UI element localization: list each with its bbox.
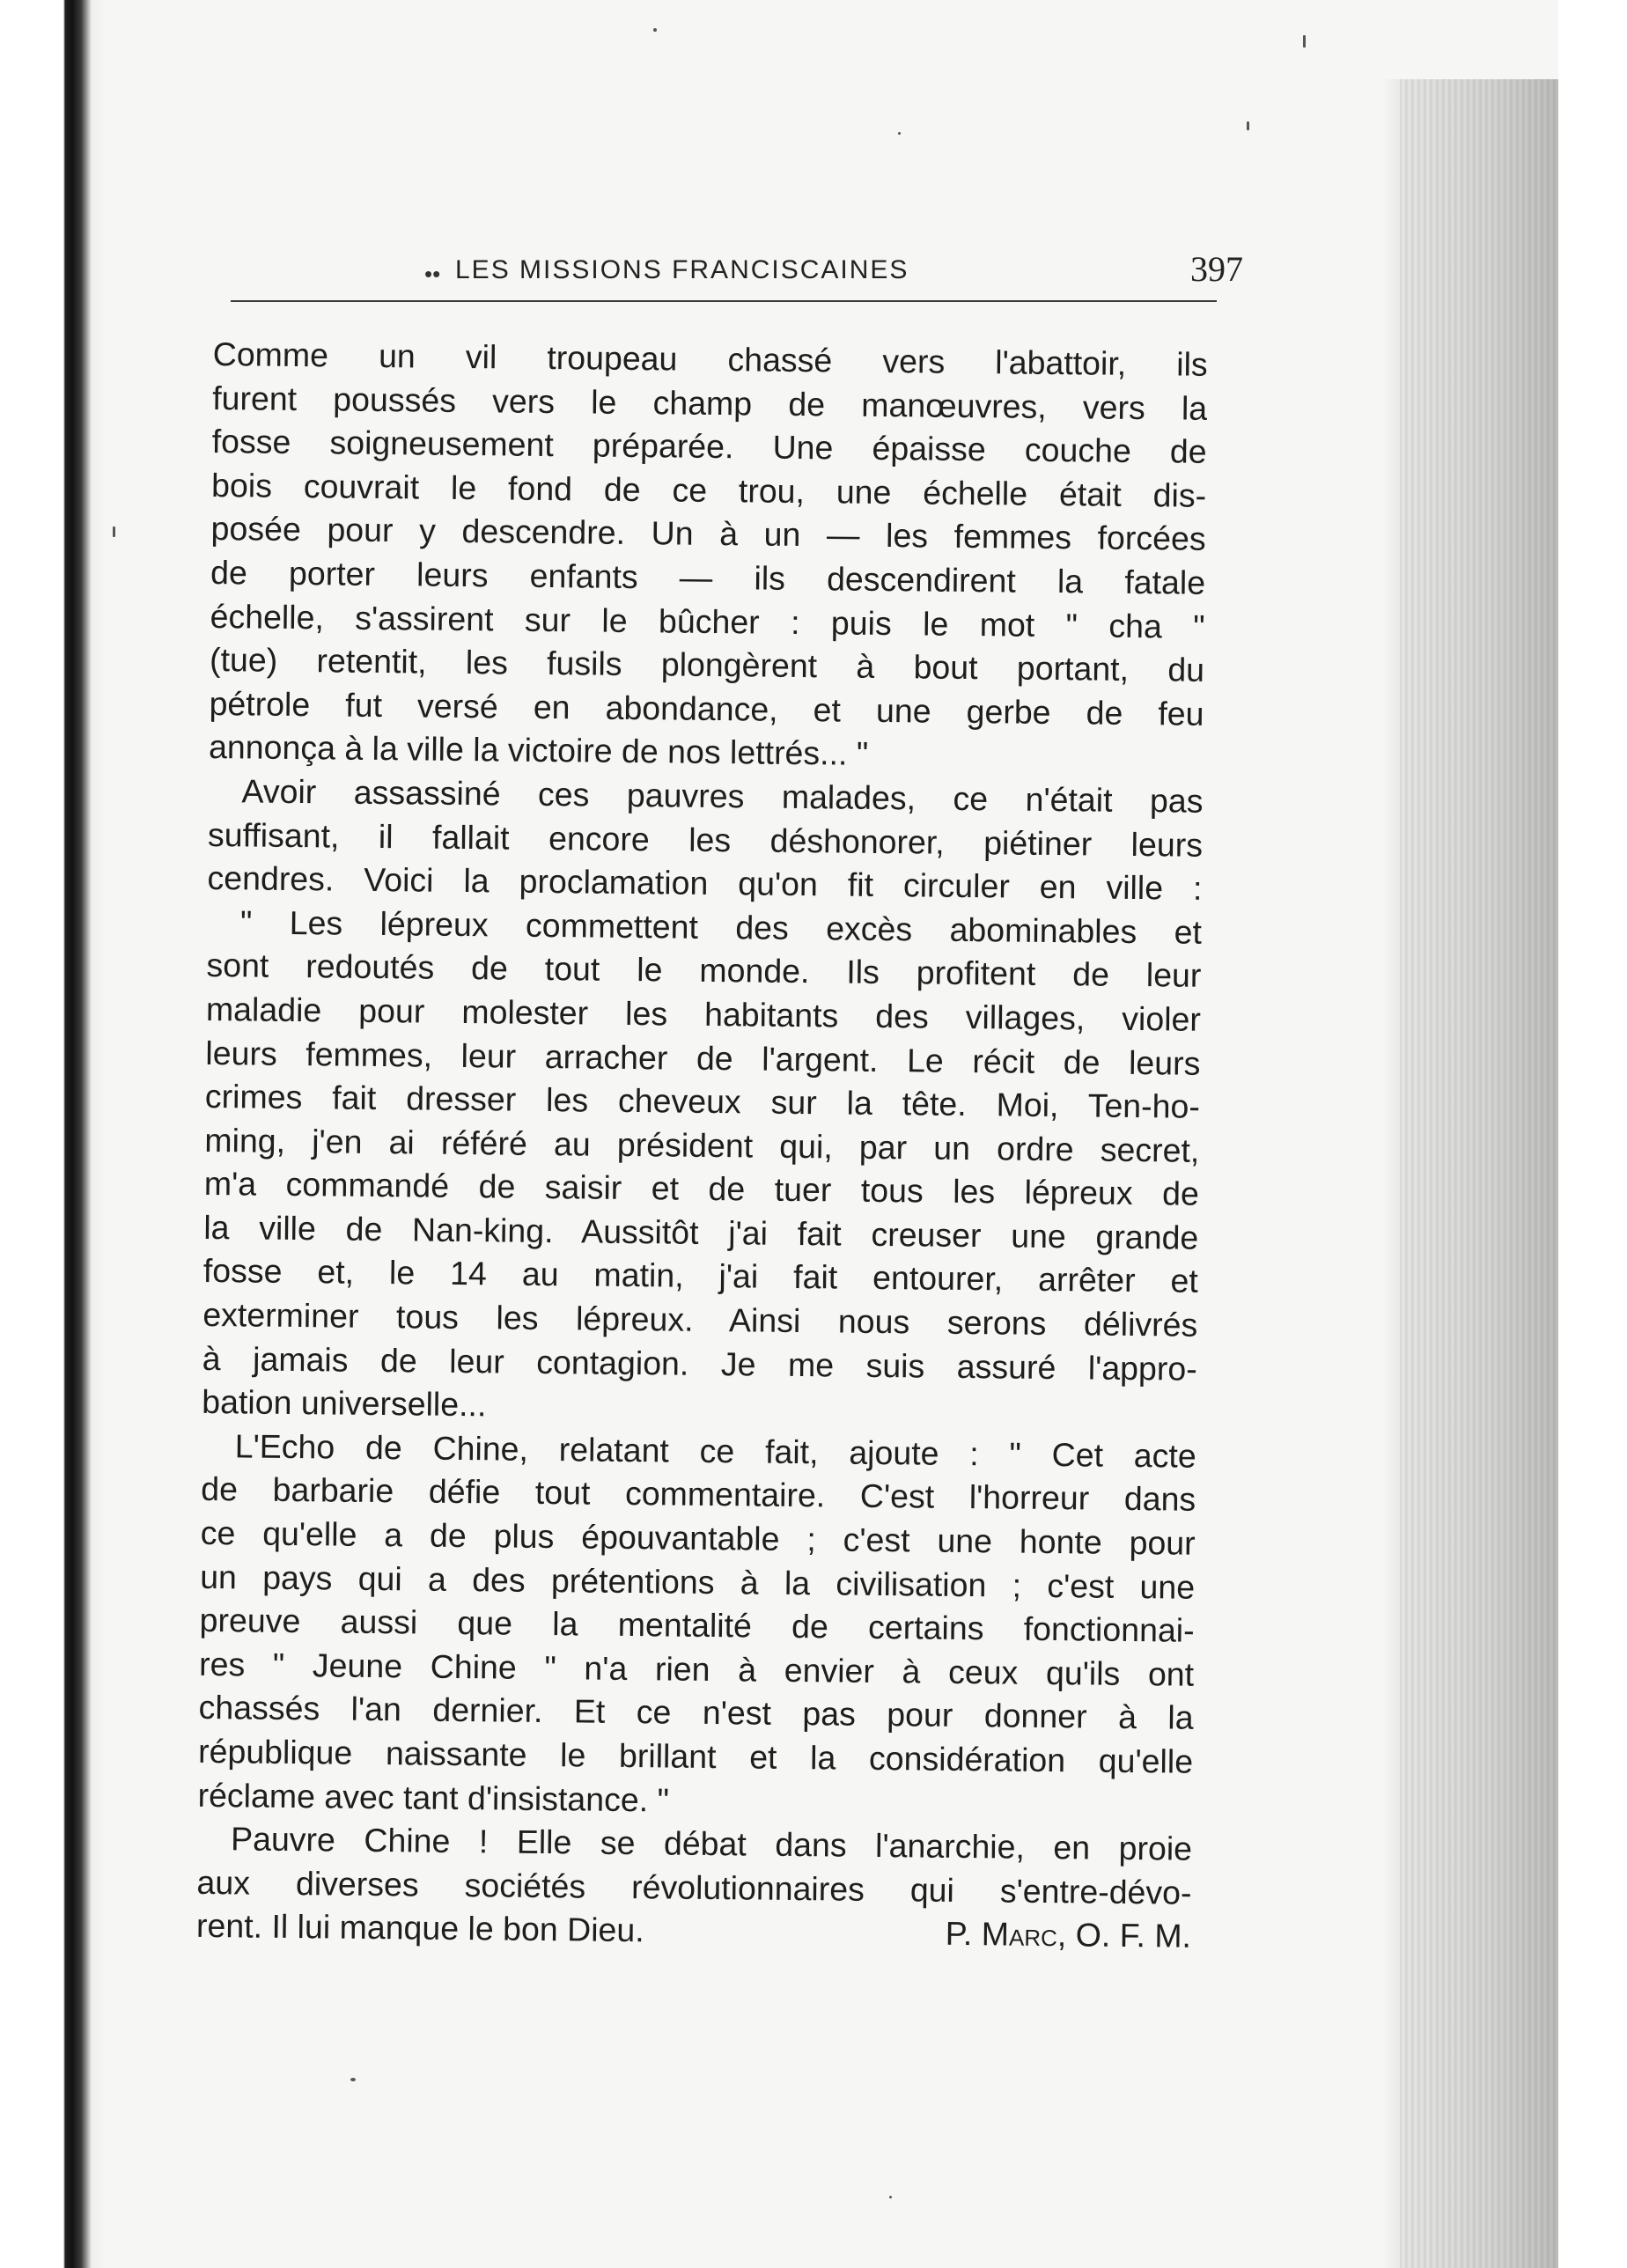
header-rule — [231, 300, 1217, 302]
text-line: de barbarie défie tout commentaire. C'est l'horreur dans — [201, 1470, 1196, 1519]
text-line: pétrole fut versé en abondance, et une gerbe de feu — [209, 684, 1204, 733]
text-line: ming, j'en ai référé au président qui, par un ordre secret, — [204, 1121, 1200, 1169]
text-line: rent. Il lui manque le bon Dieu. — [195, 1907, 644, 1949]
text-line: bois couvrait le fond de ce trou, une échelle était dis- — [210, 466, 1207, 514]
scan-speck — [113, 526, 115, 537]
text-line: " Les lépreux commettent des excès abominables et — [239, 903, 1203, 951]
scan-speck — [889, 2196, 892, 2198]
text-line: réclame avec tant d'insistance. " — [197, 1776, 670, 1819]
scan-margin — [1558, 0, 1627, 2268]
closing-line — [196, 1904, 1191, 1958]
text-line: ce qu'elle a de plus épouvantable ; c'est une honte pour — [200, 1513, 1196, 1562]
scan-speck — [350, 2078, 356, 2081]
scan-speck — [1247, 122, 1249, 130]
body-text — [196, 333, 1208, 1959]
text-line: leurs femmes, leur arracher de l'argent. Le récit de leurs — [205, 1034, 1201, 1082]
text-line: bation universelle... — [202, 1383, 487, 1424]
text-line: furent poussés vers le champ de manœuvres, vers la — [212, 379, 1208, 427]
text-line: exterminer tous les lépreux. Ainsi nous serons délivrés — [202, 1296, 1198, 1344]
text-line: sont redoutés de tout le monde. Ils profitent de leur — [206, 946, 1202, 995]
text-line: république naissante le brillant et la considération qu'elle — [197, 1732, 1194, 1780]
text-line: crimes fait dresser les cheveux sur la tête. Moi, Ten-ho- — [204, 1078, 1201, 1125]
text-line: annonça à la ville la victoire de nos lettrés... " — [208, 728, 869, 773]
scan-speck — [653, 28, 657, 32]
scan-speck — [1303, 35, 1306, 48]
page-number: 397 — [1190, 249, 1243, 289]
text-line: suffisant, il fallait encore les déshonorer, piétiner leurs — [207, 815, 1204, 864]
running-title: LES MISSIONS FRANCISCAINES — [455, 255, 909, 284]
text-line: posée pour y descendre. Un à un — les femmes forcées — [210, 510, 1206, 558]
scan-speck — [898, 132, 901, 135]
text-line: cendres. Voici la proclamation qu'on fit circuler en ville : — [207, 859, 1203, 907]
author-signature: P. Marc, O. F. M. — [945, 1915, 1192, 1955]
running-head — [231, 248, 1243, 301]
text-line: fosse soigneusement préparée. Une épaisse couche de — [211, 423, 1207, 471]
text-line: m'a commandé de saisir et de tuer tous les lépreux de — [203, 1165, 1200, 1213]
text-line: preuve aussi que la mentalité de certains fonctionnai- — [199, 1602, 1195, 1649]
text-line: (tue) retentit, les fusils plongèrent à bout portant, du — [209, 641, 1205, 688]
text-line: de porter leurs enfants — ils descendirent la fatale — [210, 553, 1206, 601]
text-line: Pauvre Chine ! Elle se débat dans l'anarchie, en proie — [230, 1820, 1193, 1867]
text-line: chassés l'an dernier. Et ce n'est pas pour donner à la — [198, 1689, 1194, 1737]
running-head-ornament: •• — [424, 261, 441, 287]
text-line: à jamais de leur contagion. Je me suis assuré l'appro- — [202, 1339, 1197, 1388]
text-line: maladie pour molester les habitants des villages, violer — [205, 990, 1202, 1038]
text-line: aux diverses sociétés révolutionnaires qui s'entre-dévo- — [196, 1863, 1192, 1911]
text-line: échelle, s'assirent sur le bûcher : puis le mot " cha " — [210, 597, 1205, 645]
text-line: res " Jeune Chine " n'a rien à envier à ceux qu'ils ont — [198, 1645, 1195, 1693]
text-line: la ville de Nan-king. Aussitôt j'ai fait creuser une grande — [203, 1208, 1199, 1256]
text-line: fosse et, le 14 au matin, j'ai fait entourer, arrêter et — [202, 1252, 1199, 1300]
text-line: L'Echo de Chine, relatant ce fait, ajoute : " Cet acte — [234, 1427, 1196, 1475]
text-line: Comme un vil troupeau chassé vers l'abattoir, ils — [212, 335, 1208, 383]
binding-edge — [0, 0, 106, 2268]
text-line: Avoir assassiné ces pauvres malades, ce n'était pas — [241, 772, 1204, 820]
text-line: un pays qui a des prétentions à la civilisation ; c'est une — [199, 1557, 1196, 1606]
